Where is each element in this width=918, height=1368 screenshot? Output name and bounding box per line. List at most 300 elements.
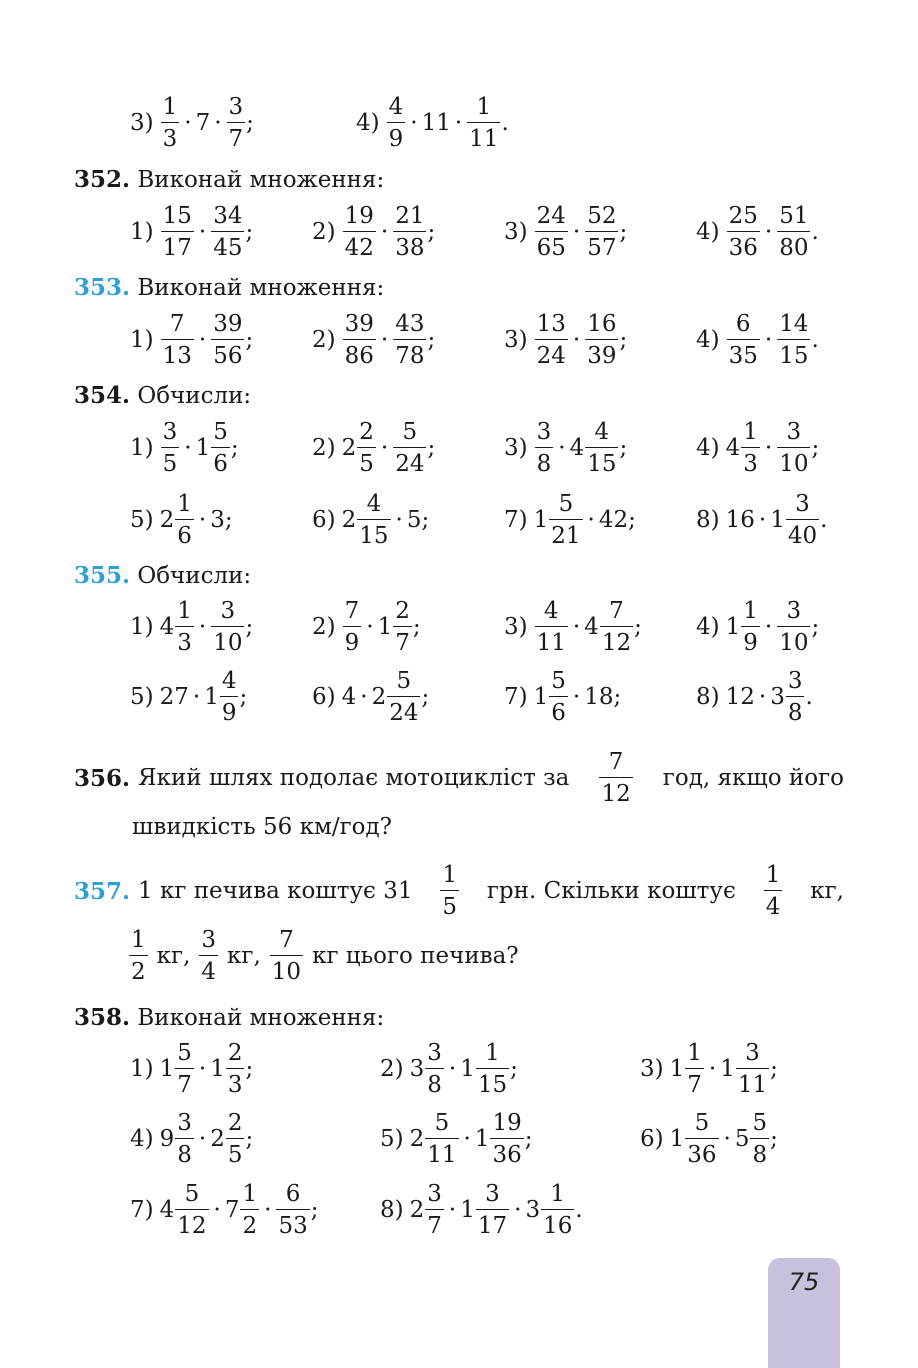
multiply-sign: · [764, 435, 773, 461]
denominator: 38 [393, 231, 426, 264]
numerator: 3 [228, 93, 244, 120]
numerator: 3 [220, 597, 236, 624]
example-item [312, 197, 435, 267]
math-text: кг, [156, 943, 191, 969]
exercise-number: 354. [74, 382, 131, 409]
example-item [312, 592, 421, 662]
math-text: 1 [460, 1056, 475, 1082]
denominator: 24 [535, 339, 568, 372]
fraction [161, 309, 194, 372]
fraction [161, 92, 180, 155]
fraction [393, 309, 426, 372]
numerator: 7 [344, 597, 360, 624]
numerator: 2 [227, 1039, 243, 1066]
numerator: 3 [485, 1180, 500, 1207]
math-text: 1 [204, 684, 219, 710]
math-text: 2 [210, 1126, 225, 1152]
fraction [343, 201, 376, 264]
denominator: 17 [476, 1209, 509, 1242]
fraction [175, 596, 194, 659]
item-label: 1) [130, 219, 154, 245]
numerator: 1 [177, 597, 192, 624]
item-label: 8) [380, 1197, 404, 1223]
numerator: 1 [743, 597, 758, 624]
example-item [312, 662, 429, 732]
denominator: 8 [535, 447, 554, 480]
numerator: 5 [551, 667, 566, 694]
item-label: 3) [640, 1056, 664, 1082]
exercise-354-row-2 [0, 485, 918, 555]
math-text: 42; [598, 507, 636, 533]
multiply-sign: · [448, 1056, 457, 1082]
fraction [161, 417, 180, 480]
denominator: 24 [387, 696, 420, 729]
numerator: 3 [787, 667, 803, 694]
exercise-number: 352. [74, 166, 131, 193]
multiply-sign: · [463, 1126, 471, 1152]
denominator: 15 [357, 519, 390, 552]
numerator: 5 [177, 1039, 192, 1066]
example-item [696, 592, 819, 662]
math-text: 4 [159, 614, 175, 640]
denominator: 5 [440, 890, 459, 923]
numerator: 13 [536, 310, 566, 337]
numerator: 6 [735, 310, 751, 337]
example-item [312, 485, 429, 555]
math-text: . [811, 327, 819, 353]
math-text: ; [245, 219, 254, 245]
fraction [226, 1038, 245, 1101]
math-text: 16 [725, 507, 755, 533]
fraction [600, 596, 633, 659]
exercise-356-line-1 [74, 745, 844, 811]
problem-text [138, 747, 844, 810]
math-text: 2 [371, 684, 387, 710]
multiply-sign: · [395, 507, 403, 533]
numerator: 1 [687, 1039, 702, 1066]
fraction [211, 309, 244, 372]
denominator: 7 [393, 626, 412, 659]
multiply-sign: · [723, 1126, 731, 1152]
example-item [356, 88, 509, 158]
item-label: 4) [356, 110, 380, 136]
numerator: 1 [162, 93, 178, 120]
math-text: ; [245, 1126, 254, 1152]
math-text: 2 [341, 435, 357, 461]
exercise-353-row [0, 305, 918, 375]
multiply-sign: · [380, 435, 389, 461]
multiply-sign: · [360, 684, 368, 710]
numerator: 16 [587, 310, 617, 337]
math-text: 1 кг печива коштує 31 [138, 878, 413, 904]
denominator: 53 [276, 1209, 309, 1242]
denominator: 2 [129, 955, 148, 988]
example-item [130, 197, 253, 267]
numerator: 7 [608, 748, 624, 775]
math-text: 9 [159, 1126, 175, 1152]
fraction [129, 925, 148, 988]
fraction [535, 417, 554, 480]
multiply-sign: · [764, 614, 773, 640]
numerator: 19 [344, 202, 374, 229]
denominator: 78 [393, 339, 426, 372]
denominator: 6 [211, 447, 230, 480]
denominator: 15 [585, 447, 618, 480]
exercise-358-row-1 [0, 1034, 918, 1104]
fraction [585, 417, 618, 480]
denominator: 57 [585, 231, 618, 264]
math-text: 3 [525, 1197, 541, 1223]
fraction [786, 489, 819, 552]
example-item [130, 88, 254, 158]
example-item [312, 413, 435, 483]
fraction [211, 417, 230, 480]
fraction [425, 1108, 458, 1171]
fraction [777, 309, 810, 372]
item-label: 4) [696, 327, 720, 353]
example-item [130, 305, 253, 375]
item-label: 2) [312, 435, 336, 461]
denominator: 9 [741, 626, 760, 659]
multiply-sign: · [708, 1056, 717, 1082]
math-text: . [811, 219, 819, 245]
numerator: 5 [213, 418, 228, 445]
fraction [764, 860, 783, 923]
item-label: 5) [130, 507, 154, 533]
math-text: 27 [159, 684, 189, 710]
page-number-tab [768, 1258, 840, 1368]
fraction [175, 1038, 194, 1101]
multiply-sign: · [587, 507, 595, 533]
exercise-352-row [0, 197, 918, 267]
math-text: ; [245, 1056, 254, 1082]
denominator: 16 [541, 1209, 574, 1242]
math-text: 1 [669, 1056, 685, 1082]
numerator: 4 [366, 490, 382, 517]
item-label: 2) [380, 1056, 404, 1082]
multiply-sign: · [198, 507, 207, 533]
fraction [175, 1108, 194, 1171]
math-text: 3 [770, 684, 785, 710]
exercise-title: Обчисли: [137, 563, 252, 589]
math-text: кг, [227, 943, 261, 969]
math-text: ; [246, 110, 254, 136]
numerator: 1 [131, 926, 146, 953]
numerator: 3 [427, 1180, 442, 1207]
numerator: 5 [558, 490, 574, 517]
numerator: 51 [779, 202, 809, 229]
fraction [270, 925, 303, 988]
numerator: 1 [242, 1180, 258, 1207]
denominator: 3 [161, 122, 180, 155]
denominator: 7 [685, 1068, 704, 1101]
fraction [393, 417, 426, 480]
multiply-sign: · [380, 219, 389, 245]
numerator: 6 [285, 1180, 301, 1207]
math-text: ; [619, 327, 628, 353]
math-text: 1 [210, 1056, 225, 1082]
problem-text [128, 925, 519, 988]
item-label: 4) [696, 435, 720, 461]
numerator: 3 [795, 490, 810, 517]
math-text: 1 [377, 614, 393, 640]
numerator: 1 [476, 93, 492, 120]
fraction [467, 92, 500, 155]
math-text: 5 [734, 1126, 750, 1152]
denominator: 56 [211, 339, 244, 372]
exercise-355-heading [74, 562, 251, 590]
fraction [535, 309, 568, 372]
math-text: 3; [210, 507, 233, 533]
fraction [777, 596, 810, 659]
math-text: Який шлях подолає мотоцикліст за [138, 765, 570, 791]
math-text: ; [245, 614, 254, 640]
item-label: 6) [640, 1126, 664, 1152]
math-text: ; [770, 1126, 778, 1152]
item-label: 4) [696, 219, 720, 245]
numerator: 39 [344, 310, 374, 337]
item-label: 1) [130, 327, 154, 353]
math-text: 7 [195, 110, 211, 136]
fraction [175, 489, 194, 552]
denominator: 3 [226, 1068, 245, 1101]
exercise-number: 353. [74, 274, 131, 301]
example-item [696, 413, 819, 483]
item-label: 7) [504, 507, 528, 533]
multiply-sign: · [572, 327, 581, 353]
denominator: 5 [226, 1138, 245, 1171]
numerator: 1 [550, 1180, 566, 1207]
fraction [425, 1038, 444, 1101]
denominator: 35 [727, 339, 760, 372]
denominator: 80 [777, 231, 810, 264]
multiply-sign: · [758, 507, 767, 533]
fraction [727, 309, 760, 372]
math-text: 12 [725, 684, 755, 710]
item-label: 7) [504, 684, 528, 710]
multiply-sign: · [764, 327, 773, 353]
denominator: 11 [425, 1138, 458, 1171]
denominator: 4 [764, 890, 783, 923]
exercise-title: Виконай множення: [137, 275, 385, 301]
numerator: 5 [396, 667, 412, 694]
math-text: 5; [406, 507, 430, 533]
denominator: 4 [199, 955, 218, 988]
fraction [357, 417, 376, 480]
math-text: 1 [770, 507, 785, 533]
exercise-number: 356. [74, 764, 131, 792]
multiply-sign: · [572, 684, 581, 710]
denominator: 21 [549, 519, 582, 552]
item-label: 3) [504, 219, 528, 245]
item-label: 2) [312, 614, 336, 640]
item-label: 8) [696, 507, 720, 533]
example-item [696, 197, 819, 267]
denominator: 2 [240, 1209, 259, 1242]
fraction [549, 489, 582, 552]
multiply-sign: · [264, 1197, 272, 1223]
math-text: ; [412, 614, 421, 640]
numerator: 1 [442, 861, 457, 888]
multiply-sign: · [454, 110, 463, 136]
denominator: 7 [425, 1209, 444, 1242]
denominator: 24 [393, 447, 426, 480]
fraction [211, 596, 244, 659]
item-label: 4) [696, 614, 720, 640]
multiply-sign: · [410, 110, 418, 136]
denominator: 10 [211, 626, 244, 659]
math-text: 18; [584, 684, 622, 710]
math-text: 1 [460, 1197, 475, 1223]
multiply-sign: · [184, 435, 192, 461]
denominator: 8 [786, 696, 805, 729]
multiply-sign: · [572, 614, 581, 640]
example-item [130, 1104, 253, 1174]
multiply-sign: · [184, 110, 192, 136]
example-item [130, 413, 239, 483]
fraction [750, 1108, 769, 1171]
math-text: 1 [720, 1056, 735, 1082]
math-text: ; [510, 1056, 518, 1082]
denominator: 45 [211, 231, 244, 264]
page-number: 75 [788, 1268, 820, 1296]
fraction [599, 747, 632, 810]
example-item [504, 197, 627, 267]
multiply-sign: · [448, 1197, 457, 1223]
item-label: 7) [130, 1197, 154, 1223]
denominator: 39 [585, 339, 618, 372]
exercise-355-row-2 [0, 662, 918, 732]
numerator: 3 [536, 418, 552, 445]
fraction [387, 666, 420, 729]
denominator: 86 [343, 339, 376, 372]
multiply-sign: · [380, 327, 389, 353]
example-item [380, 1104, 533, 1174]
fraction [393, 596, 412, 659]
numerator: 1 [765, 861, 781, 888]
denominator: 3 [741, 447, 760, 480]
fraction [727, 201, 760, 264]
numerator: 3 [201, 926, 217, 953]
fraction [777, 417, 810, 480]
numerator: 2 [227, 1109, 243, 1136]
fraction [777, 201, 810, 264]
item-label: 3) [504, 614, 528, 640]
item-label: 8) [696, 684, 720, 710]
fraction [343, 309, 376, 372]
example-item [130, 592, 253, 662]
example-item [312, 305, 435, 375]
fraction [741, 596, 760, 659]
denominator: 7 [227, 122, 246, 155]
multiply-sign: · [198, 327, 207, 353]
math-text: ; [619, 219, 628, 245]
exercise-356-line-2 [132, 812, 902, 842]
problem-text: швидкість 56 км/год? [132, 814, 392, 840]
fraction [585, 201, 618, 264]
fraction [736, 1038, 769, 1101]
numerator: 15 [162, 202, 192, 229]
numerator: 7 [169, 310, 185, 337]
item-label: 6) [312, 684, 336, 710]
denominator: 12 [599, 777, 632, 810]
numerator: 25 [728, 202, 758, 229]
math-text: ; [524, 1126, 533, 1152]
numerator: 5 [694, 1109, 710, 1136]
item-label: 2) [312, 327, 336, 353]
example-item [130, 1175, 318, 1245]
denominator: 5 [357, 447, 376, 480]
math-text: ; [634, 614, 642, 640]
math-text: 11 [421, 110, 451, 136]
denominator: 9 [220, 696, 239, 729]
math-text: 4 [725, 435, 741, 461]
denominator: 7 [175, 1068, 194, 1101]
multiply-sign: · [214, 110, 222, 136]
math-text: ; [427, 435, 436, 461]
example-item [504, 592, 642, 662]
fraction [786, 666, 805, 729]
fraction [476, 1038, 509, 1101]
item-label: 5) [380, 1126, 404, 1152]
fraction [585, 309, 618, 372]
numerator: 3 [427, 1039, 442, 1066]
math-text: 2 [409, 1126, 425, 1152]
fraction [211, 201, 244, 264]
denominator: 8 [750, 1138, 769, 1171]
denominator: 12 [600, 626, 633, 659]
multiply-sign: · [198, 219, 207, 245]
denominator: 15 [476, 1068, 509, 1101]
math-text: 1 [533, 684, 549, 710]
exercise-number: 357. [74, 877, 131, 905]
denominator: 10 [777, 626, 810, 659]
numerator: 21 [395, 202, 425, 229]
exercise-354-row-1 [0, 413, 918, 483]
math-text: 3 [409, 1056, 425, 1082]
numerator: 3 [745, 1039, 760, 1066]
multiply-sign: · [514, 1197, 522, 1223]
numerator: 4 [543, 597, 559, 624]
exercise-358-row-3 [0, 1175, 918, 1245]
multiply-sign: · [366, 614, 374, 640]
example-item [130, 485, 233, 555]
math-text: 7 [224, 1197, 240, 1223]
exercise-title: Виконай множення: [137, 1005, 385, 1031]
denominator: 42 [343, 231, 376, 264]
example-item [504, 485, 636, 555]
numerator: 3 [177, 1109, 192, 1136]
multiply-sign: · [198, 614, 207, 640]
numerator: 2 [359, 418, 374, 445]
multiply-sign: · [213, 1197, 221, 1223]
denominator: 9 [343, 626, 362, 659]
denominator: 11 [736, 1068, 769, 1101]
denominator: 13 [161, 339, 194, 372]
math-text: ; [811, 614, 820, 640]
exercise-358-heading [74, 1004, 384, 1032]
multiply-sign: · [198, 1126, 207, 1152]
numerator: 52 [587, 202, 617, 229]
exercise-353-heading [74, 274, 384, 302]
denominator: 65 [535, 231, 568, 264]
exercise-357-line-1 [74, 858, 844, 924]
numerator: 1 [177, 490, 192, 517]
denominator: 17 [161, 231, 194, 264]
multiply-sign: · [764, 219, 773, 245]
fraction [440, 860, 459, 923]
numerator: 1 [485, 1039, 500, 1066]
